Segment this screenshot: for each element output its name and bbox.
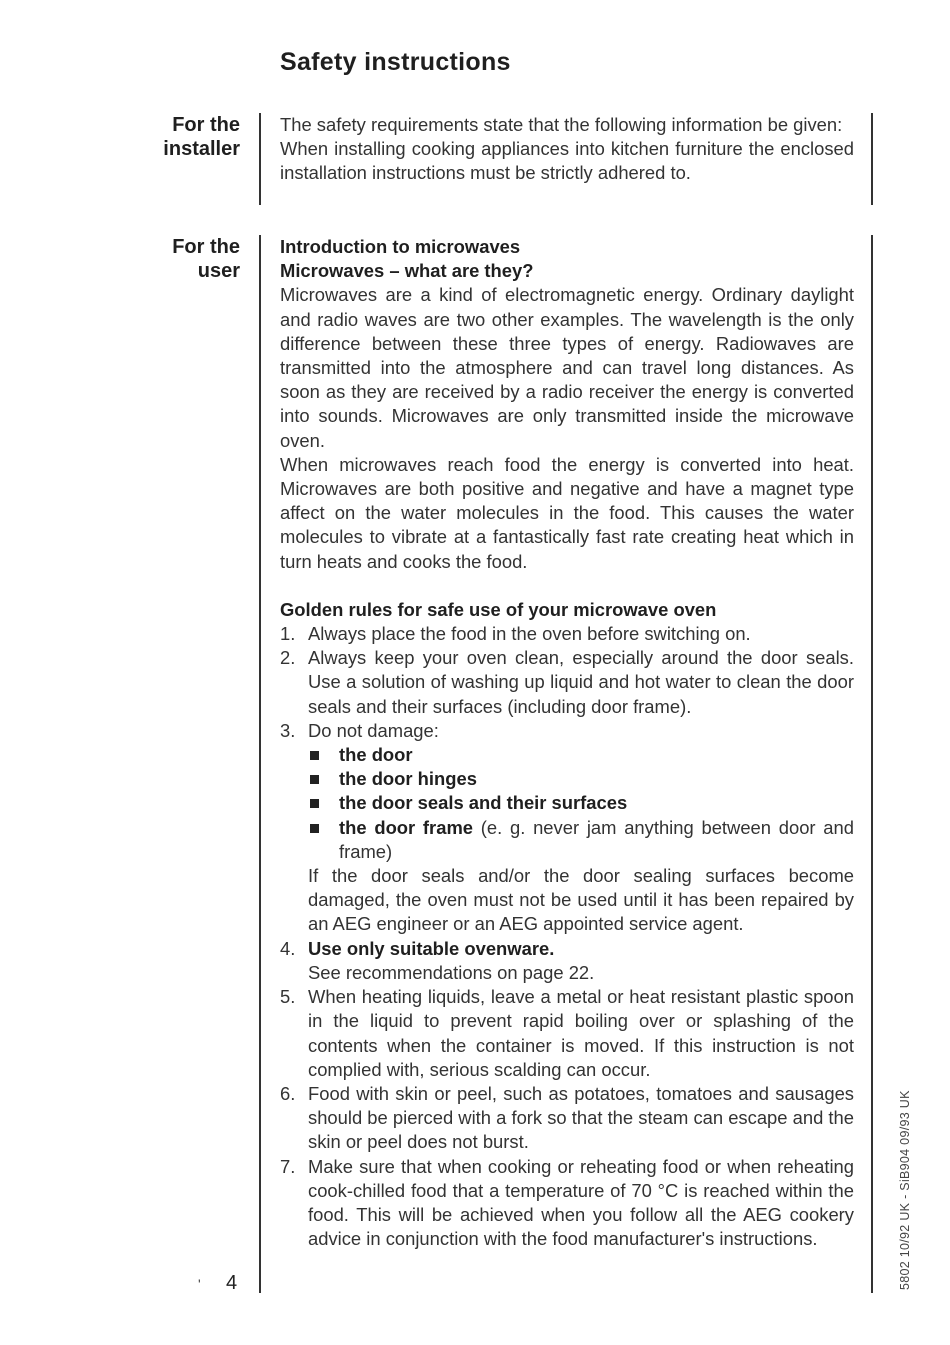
installer-section — [280, 113, 854, 186]
rule-text: Food with skin or peel, such as potatoes, tomatoes and sausages should be pierced with a fork so that the steam can escape and the skin or peel does not burst. — [308, 1082, 854, 1153]
damage-item-text: the door hinges — [339, 768, 477, 790]
right-rule — [871, 113, 873, 205]
rule-text: Make sure that when cooking or reheating food or when reheating cook-chilled food that a temperature of 70 °C is reached within the food. This will be achieved when you follow all the AEG cookery advice in conjunction with the food manufacturer's instructions. — [308, 1155, 854, 1250]
rule-number: 6. — [280, 1082, 296, 1104]
user-label-line1: For the — [172, 236, 240, 258]
section-divider — [259, 113, 261, 205]
damage-item-text: the door — [339, 744, 413, 766]
document-reference: 5802 10/92 UK - SiB904 09/93 UK — [898, 1090, 912, 1290]
user-label — [100, 235, 240, 283]
installer-label — [100, 113, 240, 161]
damage-item — [308, 791, 854, 815]
rule-subtext: See recommendations on page 22. — [308, 961, 595, 983]
rules-heading: Golden rules for safe use of your microwave oven — [280, 598, 717, 620]
damage-item — [308, 743, 854, 767]
user-section — [280, 235, 854, 1251]
rule-number: 7. — [280, 1155, 296, 1177]
user-label-line2: user — [197, 260, 240, 282]
page-title: Safety instructions — [280, 48, 511, 76]
installer-paragraph: The safety requirements state that the following information be given: — [280, 114, 843, 135]
rule-item — [280, 622, 854, 646]
damage-note: If the door seals and/or the door sealing surfaces become damaged, the oven must not be used until it has been repaired by an AEG engineer or an AEG appointed service agent. — [308, 865, 854, 935]
rule-text: Do not damage: — [308, 719, 439, 741]
margin-mark: ' — [198, 1276, 201, 1292]
damage-item-note: (e. g. never jam anything between door and frame) — [339, 816, 854, 862]
body-paragraph: Microwaves are a kind of electromagnetic energy. Ordinary daylight and radio waves are two other examples. The wavelength is the only difference between these three types of energy. Radiowaves are transmitted into the atmosphere and can travel long distances. As soon as they are received by a radio receiver the energy is converted into sounds. Microwaves are only transmitted inside the microwave oven. — [280, 284, 854, 451]
section-heading: Introduction to microwaves — [280, 236, 521, 257]
page-number: 4 — [226, 1272, 238, 1294]
rule-number: 5. — [280, 986, 296, 1008]
rule-text: When heating liquids, leave a metal or heat resistant plastic spoon in the liquid to prevent rapid boiling over or splashing of the contents when the container is moved. If this instruction is not complied with, serious scalding can occur. — [308, 986, 854, 1080]
damage-item — [308, 767, 854, 791]
bullet-square-icon — [310, 824, 319, 833]
rule-item — [280, 937, 854, 985]
section-subheading: Microwaves – what are they? — [280, 260, 534, 282]
installer-paragraph: When installing cooking appliances into kitchen furniture the enclosed installation instructions must be strictly adhered to. — [280, 138, 854, 184]
rule-number: 1. — [280, 623, 296, 645]
rule-number: 3. — [280, 719, 296, 741]
rule-text: Use only suitable ovenware. — [308, 937, 555, 959]
body-paragraph: When microwaves reach food the energy is converted into heat. Microwaves are both positive and negative and have a magnet type affect on the water molecules in the food. This causes the water molecules to vibrate at a fantastically fast rate creating heat which in turn heats and cooks the food. — [280, 453, 854, 572]
rule-number: 2. — [280, 647, 296, 669]
damage-item-text: the door seals and their surfaces — [339, 792, 628, 814]
section-divider — [259, 235, 261, 1293]
rule-item — [280, 985, 854, 1082]
bullet-square-icon — [310, 799, 319, 808]
rule-text: Always place the food in the oven before switching on. — [308, 623, 751, 645]
damage-item-text: the door frame — [339, 816, 474, 838]
rule-item — [280, 646, 854, 719]
rule-item — [280, 719, 854, 937]
right-rule — [871, 235, 873, 1293]
damage-item — [308, 816, 854, 864]
damage-list — [308, 743, 854, 864]
installer-label-line2: installer — [163, 138, 240, 160]
installer-label-line1: For the — [172, 114, 240, 136]
bullet-square-icon — [310, 775, 319, 784]
rule-number: 4. — [280, 937, 296, 959]
rule-item — [280, 1082, 854, 1155]
rules-list — [280, 622, 854, 1251]
rule-item — [280, 1155, 854, 1252]
bullet-square-icon — [310, 751, 319, 760]
rule-text: Always keep your oven clean, especially around the door seals. Use a solution of washing up liquid and hot water to clean the door seals and their surfaces (including door frame). — [308, 647, 854, 717]
